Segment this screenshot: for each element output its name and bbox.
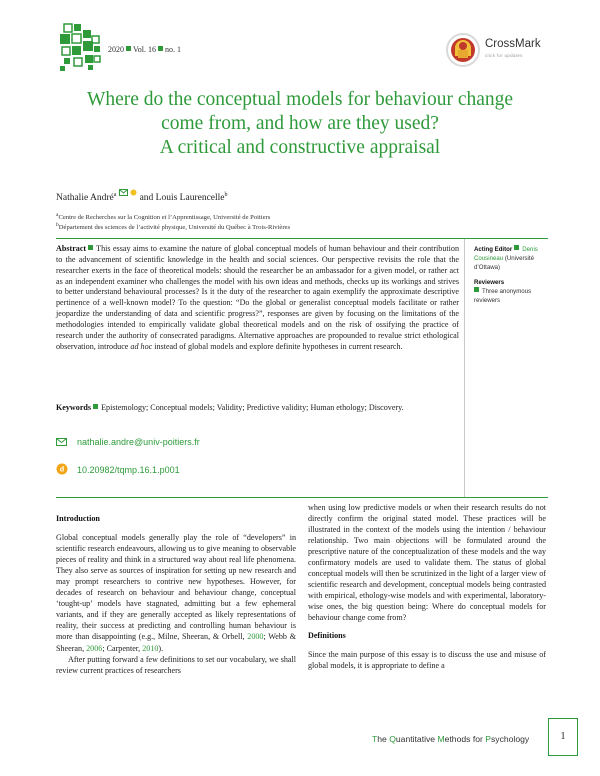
separator-square (88, 245, 93, 250)
orcid-icon[interactable] (130, 189, 137, 196)
issue-number: no. 1 (164, 45, 181, 54)
footer-initial: M (437, 734, 445, 744)
svg-text:d: d (59, 466, 65, 474)
footer-word: he (377, 734, 390, 744)
author-affil-mark: b (224, 191, 228, 198)
keywords-label: Keywords (56, 403, 92, 412)
separator-square (93, 404, 98, 409)
paragraph-text: ). (158, 643, 164, 653)
issue-info (108, 45, 181, 54)
separator-square (158, 46, 163, 51)
editorial-sidebar (474, 245, 550, 305)
abstract-box (56, 238, 548, 498)
footer-word: ethods for (444, 734, 486, 744)
journal-footer (372, 734, 529, 744)
affil-mark: b (56, 222, 59, 228)
crossmark-badge[interactable] (445, 32, 555, 72)
citation-link[interactable]: 2000 (247, 632, 264, 642)
title-line: Where do the conceptual models for behaviour change (86, 89, 514, 110)
keywords-list: Epistemology; Conceptual models; Validity; Predictive validity; Human ethology; Discovery. (101, 403, 404, 412)
abstract-label: Abstract (56, 244, 87, 253)
doi-link[interactable]: 10.20982/tqmp.16.1.p001 (77, 465, 180, 475)
email-row[interactable] (56, 437, 200, 447)
paragraph (56, 532, 296, 654)
footer-word: uantitative (395, 734, 438, 744)
reviewers-text: Three anonymous reviewers (474, 288, 532, 304)
author-name: Nathalie André (56, 193, 114, 203)
page-number: 1 (548, 718, 578, 756)
crossmark-icon (445, 32, 481, 68)
author-affil-mark: a (113, 191, 117, 198)
footer-word: sychology (490, 734, 530, 744)
envelope-icon (56, 438, 67, 446)
paragraph-text: ; Carpenter, (102, 643, 141, 653)
crossmark-subtitle: click for updates (485, 53, 523, 58)
title-line: come from, and how are they used? (161, 113, 439, 134)
citation-link[interactable]: 2006 (86, 643, 103, 653)
section-heading-introduction: Introduction (56, 514, 100, 523)
body-right-column (308, 502, 546, 671)
email-icon[interactable] (119, 189, 128, 196)
citation-link[interactable]: 2010 (142, 643, 159, 653)
reviewers-label: Reviewers (474, 279, 505, 286)
author-list (56, 189, 228, 203)
paragraph: when using low predictive models or when their research results do not directly confirm the original stated model. These practices will be illustrated in the context of the models using the intention / behaviour relationship. Two main objections will be formulated around the prescriptive nature of the conceptualization of these models and the way confirmatory models are used to validate them. The status of global conceptual models will then be scrutinized in the light of a larger view of scientific research and development, conceptual models being contrasted with empirical, ethology-wise models and with experimental, laboratory-wise ones, the big question being: Where do conceptual models for behaviour change come from? (308, 503, 546, 623)
crossmark-title: CrossMark (485, 38, 541, 50)
year: 2020 (108, 45, 124, 54)
affiliation (56, 212, 270, 221)
affil-mark: a (56, 212, 59, 218)
footer-initial: Q (389, 734, 396, 744)
separator-square (514, 245, 519, 250)
volume: Vol. 16 (133, 45, 156, 54)
acting-editor-label: Acting Editor (474, 246, 513, 253)
reviewers (474, 278, 550, 305)
paragraph-text: ; Webb & Sheeran, (56, 632, 296, 653)
doi-icon (56, 463, 68, 475)
author-connector: and Louis Laurencelle (139, 193, 225, 203)
article-title (40, 88, 560, 160)
paragraph-text: Global conceptual models generally play the role of “developers” in scientific research endeavours, allowing us to give meaning to observable pieces of reality and think in a structured way about real life phenomena. They also serve as sources of inspiration for setting up new research and may prompt researchers to contrive new hypotheses. However, for decades of research on behaviour and behaviour change, conceptual ‘tought-up’ models have stagnated, admitting but a few ephemeral variants, and if they are generally accepted as likely representations of reality, their success at predicting and controlling human behaviour is more than disappointing (e.g., Milne, Sheeran, & Orbell, (56, 533, 296, 642)
journal-logo (58, 22, 102, 72)
keywords (56, 403, 459, 414)
abstract-emphasis: ad hoc (130, 341, 153, 351)
paragraph: After putting forward a few definitions to set our vocabulary, we shall review current practices of researchers (56, 654, 296, 675)
affil-text: Département des sciences de l’activité physique, Université du Québec à Trois-Rivières (58, 224, 291, 232)
footer-initial: P (485, 734, 491, 744)
affil-text: Centre de Recherches sur la Cognition et l’Apprentissage, Université de Poitiers (58, 214, 271, 222)
email-link[interactable]: nathalie.andre@univ-poitiers.fr (77, 437, 200, 447)
paragraph: Since the main purpose of this essay is to discuss the use and misuse of global models, it is appropriate to define a (308, 649, 546, 670)
affiliation (56, 222, 290, 231)
acting-editor-affil: (Université d’Ottawa) (474, 255, 534, 271)
separator-square (126, 46, 131, 51)
acting-editor-name[interactable]: Denis Cousineau (474, 246, 538, 262)
body-left-column (56, 513, 296, 676)
acting-editor (474, 245, 550, 272)
separator-square (474, 287, 479, 292)
section-heading-definitions: Definitions (308, 630, 346, 640)
divider (464, 239, 465, 497)
abstract (56, 244, 459, 352)
abstract-body-end: instead of global models and explore definite hypotheses in current research. (154, 341, 403, 351)
doi-row[interactable] (56, 463, 180, 475)
title-line: A critical and constructive appraisal (159, 137, 441, 158)
abstract-body: This essay aims to examine the nature of global conceptual models of human behaviour and their contribution to the advancement of scientific knowledge in the health and social sciences. Our perspective revisits the role that the researcher exerts in the face of theoretical models: should the researcher be an ambassador for a given model, or rather act as an independent examiner who challenges the model with his own ideas and methods, checks up its workings and strives to better understand behavioural processes? Is it the duty of the researcher to again exemplify the approximate descriptive pertinence of a well-known model? To the question: “Do the global or generalist conceptual models facilitate or rather jeopardize the understanding of data and scientific progress?”, responses are given by focusing on the limitations of the methodologies intended to empirically validate global theoretical models and on the risk of ossifying the practice of research under the authority of consecrated paradigms. Alternative approaches are propounded to revalue strict ethological observation, introduce (56, 244, 459, 351)
footer-initial: T (372, 734, 378, 744)
